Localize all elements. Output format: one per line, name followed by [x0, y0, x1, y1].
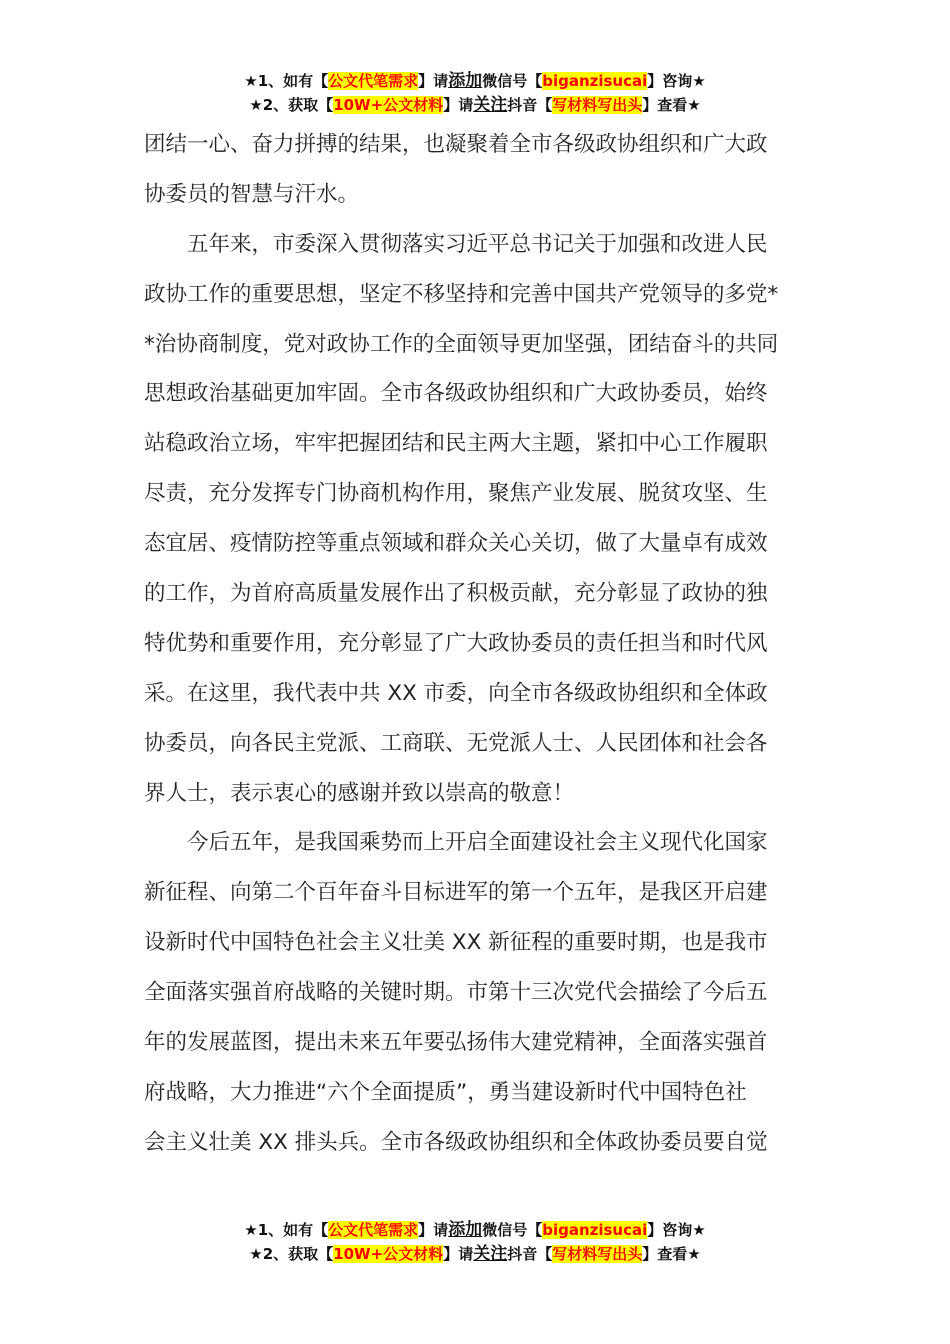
text-line: 尽责，充分发挥专门协商机构作用，聚焦产业发展、脱贫攻坚、生 — [144, 481, 768, 507]
highlight: 公文代笔需求 — [328, 72, 419, 90]
wechat-id: biganzisucai — [542, 72, 648, 90]
text-line: 会主义壮美 XX 排头兵。全市各级政协组织和全体政协委员要自觉 — [144, 1129, 768, 1155]
text-line: 府战略，大力推进“六个全面提质”，勇当建设新时代中国特色社 — [144, 1079, 747, 1105]
banner-line-1: ★1、如有【公文代笔需求】请添加微信号【biganzisucai】咨询★ — [244, 71, 706, 91]
text-line: 采。在这里，我代表中共 XX 市委，向全市各级政协组织和全体政 — [144, 680, 768, 706]
text-line: 今后五年，是我国乘势而上开启全面建设社会主义现代化国家 — [144, 830, 768, 856]
text-line: 年的发展蓝图，提出未来五年要弘扬伟大建党精神，全面落实强首 — [144, 1030, 768, 1056]
text-line: 新征程、向第二个百年奋斗目标进军的第一个五年，是我区开启建 — [144, 880, 768, 906]
text-line: 界人士，表示衷心的感谢并致以崇高的敬意！ — [144, 780, 575, 806]
text-line: 的工作，为首府高质量发展作出了积极贡献，充分彰显了政协的独 — [144, 581, 768, 607]
text-line: 态宜居、疫情防控等重点领域和群众关心关切，做了大量卓有成效 — [144, 531, 768, 557]
text-line: 政协工作的重要思想，坚定不移坚持和完善中国共产党领导的多党* — [144, 281, 779, 307]
text-line: 设新时代中国特色社会主义壮美 XX 新征程的重要时期，也是我市 — [144, 930, 768, 956]
text-line: 协委员的智慧与汗水。 — [144, 181, 360, 207]
body-text — [144, 120, 814, 1168]
top-banner — [0, 69, 950, 117]
text-line: 特优势和重要作用，充分彰显了广大政协委员的责任担当和时代风 — [144, 630, 768, 656]
text-line: 思想政治基础更加牢固。全市各级政协组织和广大政协委员，始终 — [144, 381, 768, 407]
text-line: 团结一心、奋力拼搏的结果，也凝聚着全市各级政协组织和广大政 — [144, 132, 768, 157]
banner-line-1: ★1、如有【公文代笔需求】请添加微信号【biganzisucai】咨询★ — [244, 1220, 706, 1240]
banner-line-2: ★2、获取【10W+公文材料】请关注抖音【写材料写出头】查看★ — [249, 1244, 701, 1264]
bottom-banner — [0, 1218, 950, 1266]
text-line: 协委员，向各民主党派、工商联、无党派人士、人民团体和社会各 — [144, 730, 768, 756]
banner-line-2: ★2、获取【10W+公文材料】请关注抖音【写材料写出头】查看★ — [249, 95, 701, 115]
text-line: 全面落实强首府战略的关键时期。市第十三次党代会描绘了今后五 — [144, 980, 768, 1006]
text-line: 五年来，市委深入贯彻落实习近平总书记关于加强和改进人民 — [144, 231, 768, 257]
text-line: 站稳政治立场，牢牢把握团结和民主两大主题，紧扣中心工作履职 — [144, 431, 768, 457]
text-line: *治协商制度，党对政协工作的全面领导更加坚强，团结奋斗的共同 — [144, 331, 779, 357]
